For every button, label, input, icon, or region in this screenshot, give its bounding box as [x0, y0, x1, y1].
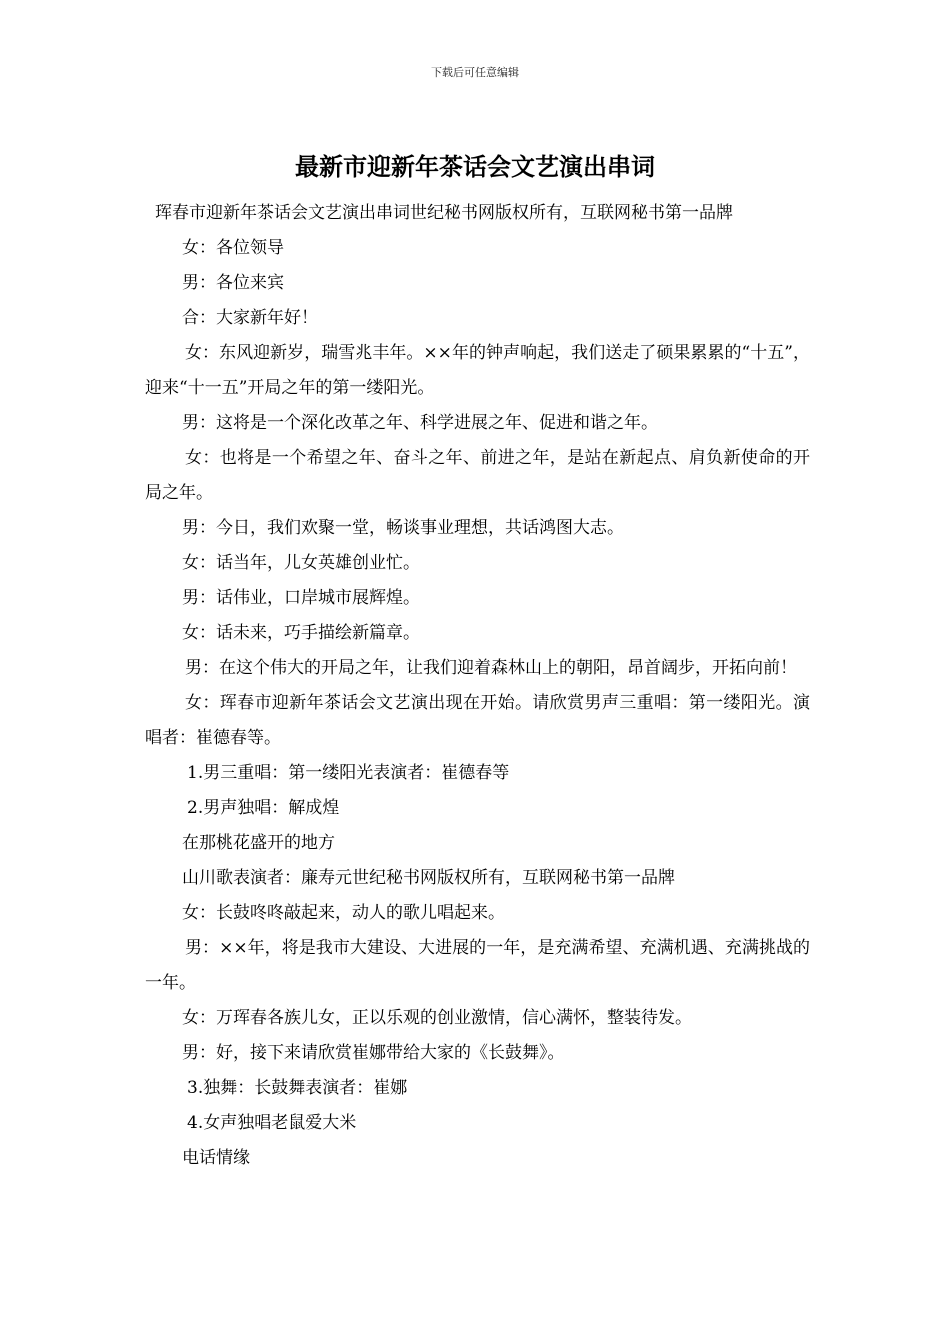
program-item: 1.男三重唱：第一缕阳光表演者：崔德春等 [187, 763, 510, 783]
program-item: 2.男声独唱：解成煌 [187, 798, 340, 818]
script-line: 女：话未来，巧手描绘新篇章。 [182, 623, 420, 643]
script-line: 女：万珲春各族儿女，正以乐观的创业激情，信心满怀，整装待发。 [182, 1008, 692, 1028]
script-line: 合：大家新年好！ [182, 308, 318, 328]
page-header-note: 下载后可任意编辑 [431, 66, 519, 79]
program-item: 3.独舞：长鼓舞表演者：崔娜 [187, 1078, 408, 1098]
script-line: 女：各位领导 [182, 238, 284, 258]
script-line: 女：也将是一个希望之年、奋斗之年、前进之年，是站在新起点、肩负新使命的开局之年。 [145, 448, 810, 503]
script-line: 女：话当年，儿女英雄创业忙。 [182, 553, 420, 573]
script-line: 男：各位来宾 [182, 273, 284, 293]
program-item: 电话情缘 [182, 1148, 250, 1168]
script-line: 男：好，接下来请欣赏崔娜带给大家的《长鼓舞》。 [182, 1043, 565, 1063]
script-line: 男：这将是一个深化改革之年、科学进展之年、促进和谐之年。 [182, 413, 658, 433]
document-body [145, 196, 810, 1176]
script-line: 男：话伟业，口岸城市展辉煌。 [182, 588, 420, 608]
program-item: 在那桃花盛开的地方 [182, 833, 335, 853]
document-title: 最新市迎新年茶话会文艺演出串词 [295, 152, 655, 181]
intro-paragraph: 珲春市迎新年茶话会文艺演出串词世纪秘书网版权所有，互联网秘书第一品牌 [155, 203, 733, 223]
script-line: 男：今日，我们欢聚一堂，畅谈事业理想，共话鸿图大志。 [182, 518, 624, 538]
script-line: 男：××年，将是我市大建设、大进展的一年，是充满希望、充满机遇、充满挑战的一年。 [145, 938, 810, 993]
script-line: 女：东风迎新岁，瑞雪兆丰年。××年的钟声响起，我们送走了硕果累累的“十五”，迎来“十一五”开局之年的第一缕阳光。 [145, 343, 810, 398]
script-line: 女：珲春市迎新年茶话会文艺演出现在开始。请欣赏男声三重唱：第一缕阳光。演唱者：崔德春等。 [145, 693, 810, 748]
program-item: 4.女声独唱老鼠爱大米 [187, 1113, 357, 1133]
script-line: 女：长鼓咚咚敲起来，动人的歌儿唱起来。 [182, 903, 505, 923]
script-line: 男：在这个伟大的开局之年，让我们迎着森林山上的朝阳，昂首阔步，开拓向前！ [185, 658, 797, 678]
program-item: 山川歌表演者：廉寿元世纪秘书网版权所有，互联网秘书第一品牌 [182, 868, 675, 888]
